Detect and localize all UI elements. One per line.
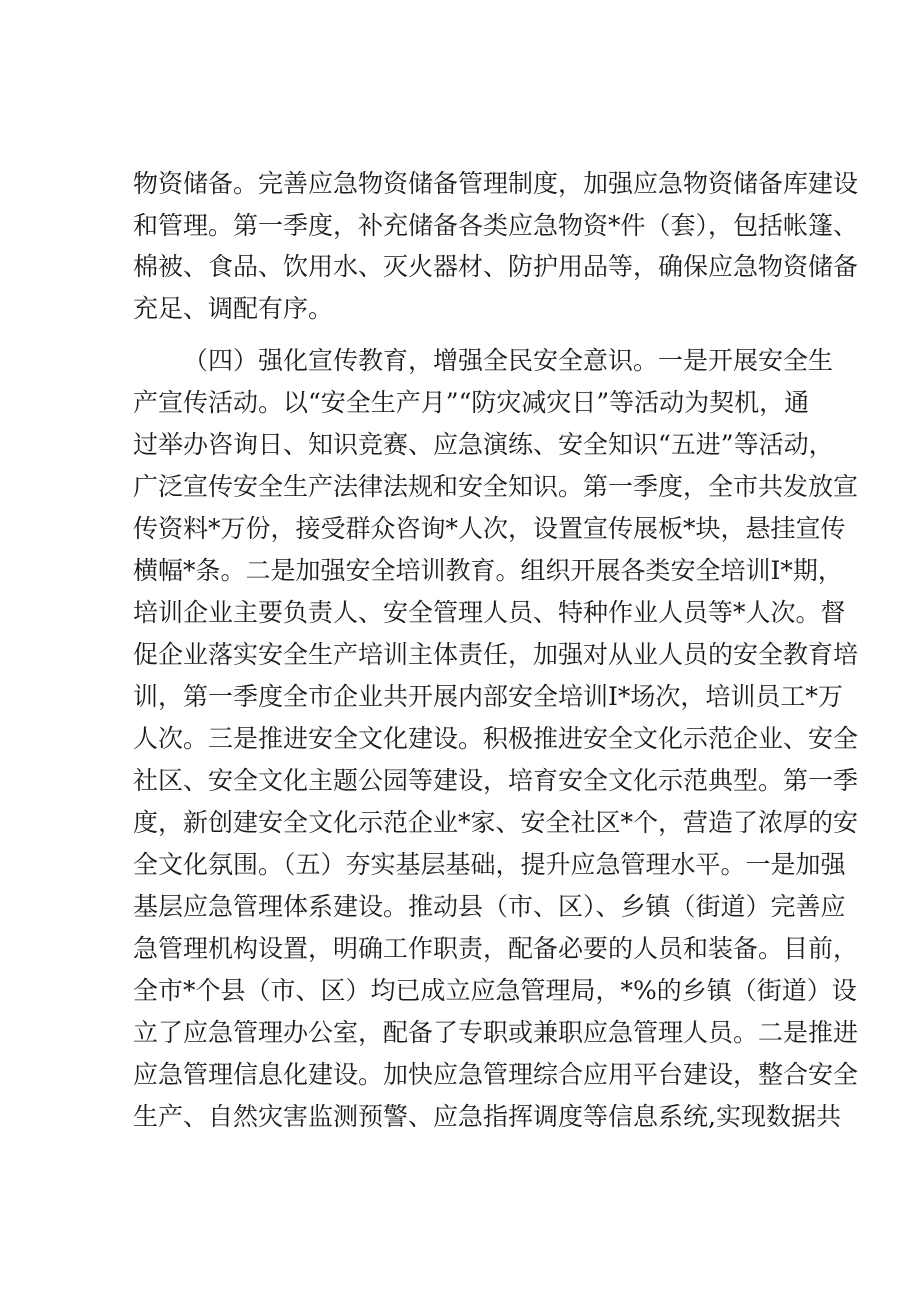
- text-line-23: 生产、自然灾害监测预警、应急指挥调度等信息系统,实现数据共: [133, 1102, 841, 1131]
- text-line-5: （四）强化宣传教育，增强全民安全意识。一是开展安全生: [183, 346, 834, 375]
- text-line-1: 物资储备。完善应急物资储备管理制度，加强应急物资储备库建设: [133, 169, 859, 198]
- text-line-11: 培训企业主要负责人、安全管理人员、特种作业人员等*人次。督: [133, 598, 846, 627]
- text-line-12: 促企业落实安全生产培训主体责任，加强对从业人员的安全教育培: [133, 640, 859, 669]
- text-line-3: 棉被、食品、饮用水、灭火器材、防护用品等，确保应急物资储备: [133, 252, 859, 281]
- text-line-14: 人次。三是推进安全文化建设。积极推进安全文化示范企业、安全: [133, 724, 859, 753]
- text-line-16: 度，新创建安全文化示范企业*家、安全社区*个，营造了浓厚的安: [133, 808, 859, 837]
- text-line-2: 和管理。第一季度，补充储备各类应急物资*件（套），包括帐篷、: [133, 211, 859, 240]
- text-line-22: 应急管理信息化建设。加快应急管理综合应用平台建设，整合安全: [133, 1060, 859, 1089]
- text-line-15: 社区、安全文化主题公园等建设，培育安全文化示范典型。第一季: [133, 766, 859, 795]
- text-line-21: 立了应急管理办公室，配备了专职或兼职应急管理人员。二是推进: [133, 1018, 859, 1047]
- text-line-20: 全市*个县（市、区）均已成立应急管理局，*%的乡镇（街道）设: [133, 976, 857, 1005]
- text-line-8: 广泛宣传安全生产法律法规和安全知识。第一季度，全市共发放宣: [133, 472, 859, 501]
- text-line-9: 传资料*万份，接受群众咨询*人次，设置宣传展板*块，悬挂宣传: [133, 514, 846, 543]
- text-line-19: 急管理机构设置，明确工作职责，配备必要的人员和装备。目前，: [133, 934, 859, 963]
- text-line-6: 产宣传活动。以“安全生产月”“防灾减灾日”等活动为契机，通: [133, 388, 810, 417]
- text-line-17: 全文化氛围。（五）夯实基层基础，提升应急管理水平。一是加强: [133, 850, 846, 879]
- text-line-4: 充足、调配有序。: [133, 294, 334, 323]
- text-line-13: 训，第一季度全市企业共开展内部安全培训I*场次，培训员工*万: [133, 682, 843, 711]
- text-line-18: 基层应急管理体系建设。推动县（市、区）、乡镇（街道）完善应: [133, 892, 846, 921]
- text-line-10: 横幅*条。二是加强安全培训教育。组织开展各类安全培训I*期，: [133, 556, 843, 585]
- text-line-7: 过举办咨询日、知识竞赛、应急演练、安全知识“五进”等活动，: [133, 430, 834, 459]
